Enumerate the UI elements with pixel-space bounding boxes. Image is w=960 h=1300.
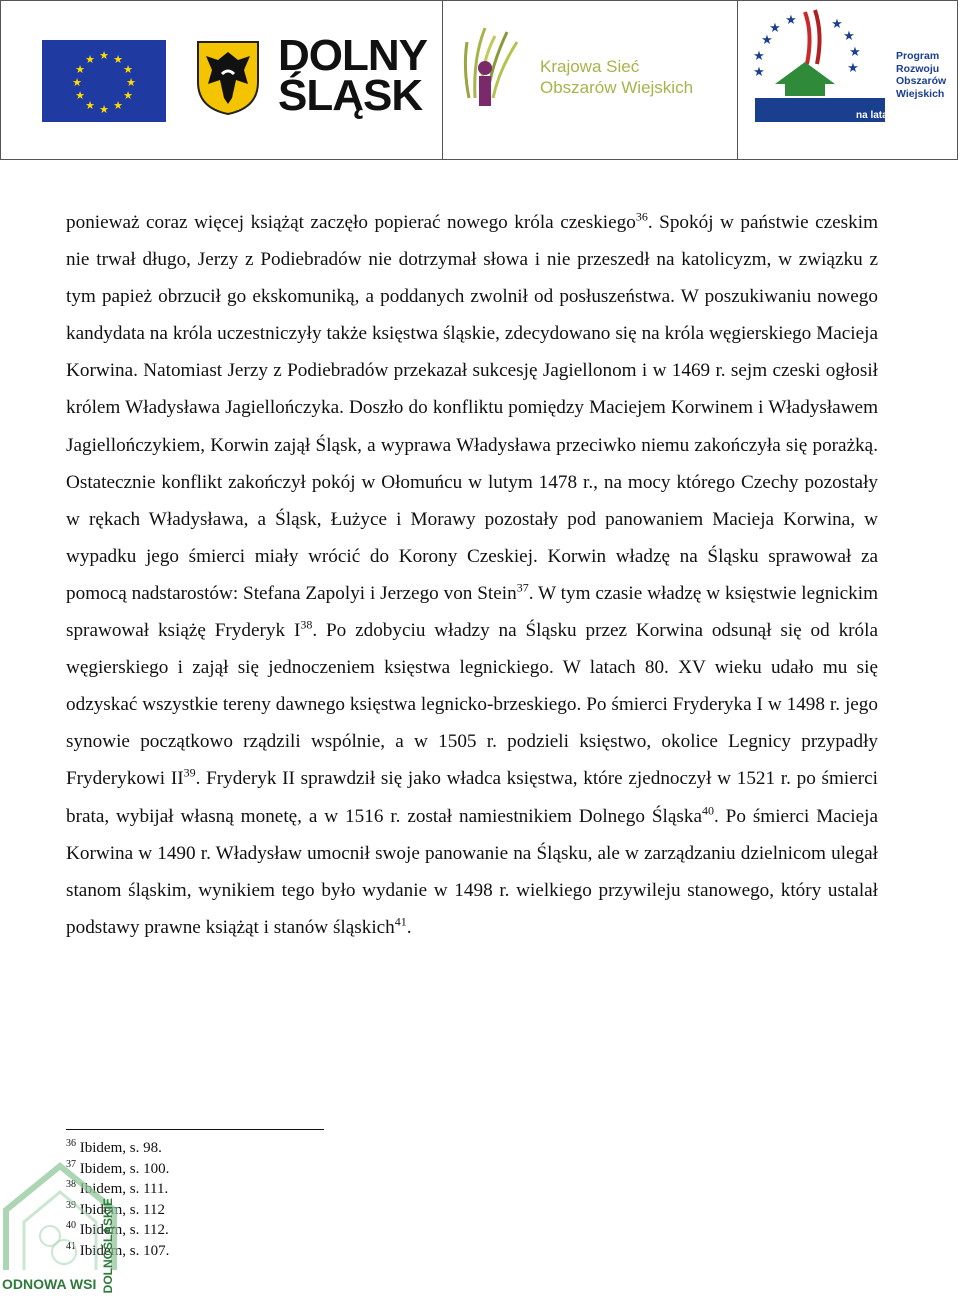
prow-line-2: Rozwoju bbox=[896, 62, 940, 75]
svg-text:★: ★ bbox=[113, 99, 123, 112]
svg-text:★: ★ bbox=[753, 49, 765, 64]
svg-text:★: ★ bbox=[113, 53, 123, 66]
svg-text:★: ★ bbox=[761, 33, 773, 48]
text-run-2: . Spokój w państwie czeskim nie trwał długo, Jerzy z Podiebradów nie dotrzymał słowa i nie przeszedł na katolicyzm, w związku z tym papież obrzucił go ekskomuniką, a poddanych zwolnił od posłuszeństwa. W poszukiwaniu nowego kandydata na króla uczestniczyły także księstwa śląskie, zdecydowano się na króla węgierskiego Macieja Korwina. Natomiast Jerzy z Podiebradów przekazał sukcesję Jagiellonom i w 1469 r. sejm czeski ogłosił królem Władysława Jagiellończyka. Doszło do konfliktu pomiędzy Maciejem Korwinem i Władysławem Jagiellończykiem, Korwin zajął Śląsk, a wyprawa Władysława przeciwko niemu zakończyła się porażką. Ostatecznie konflikt zakończył pokój w Ołomuńcu w lutym 1478 r., na mocy którego Czechy pozostały w rękach Władysława, a Śląsk, Łużyce i Morawy pozostały pod panowaniem Macieja Korwina, w wypadku jego śmierci miały wrócić do Korony Czeskiej. Korwin władzę na Śląsku sprawował za pomocą nadstarostów: Stefana Zapolyi i Jerzego von Stein bbox=[66, 212, 879, 604]
svg-text:★: ★ bbox=[847, 61, 859, 76]
footnote-divider bbox=[66, 1129, 324, 1130]
footnote-text: Ibidem, s. 100. bbox=[79, 1160, 170, 1177]
svg-text:★: ★ bbox=[85, 53, 95, 66]
svg-text:★: ★ bbox=[769, 21, 781, 36]
svg-text:★: ★ bbox=[843, 29, 855, 44]
footnote-text: Ibidem, s. 98. bbox=[79, 1140, 162, 1156]
paragraph bbox=[66, 204, 878, 946]
ksow-line-1: Krajowa Sieć bbox=[540, 57, 640, 76]
svg-text:★: ★ bbox=[123, 89, 133, 102]
odnowa-wsi-wordmark: ODNOWA WSI bbox=[2, 1276, 97, 1292]
footnote-text: Ibidem, s. 111. bbox=[79, 1181, 169, 1198]
footnote-number: 38 bbox=[66, 1179, 76, 1191]
svg-text:★: ★ bbox=[123, 63, 133, 76]
prow-wordmark bbox=[896, 50, 946, 100]
footnote-ref-39[interactable]: 39 bbox=[183, 766, 196, 781]
ksow-line-2: Obszarów Wiejskich bbox=[540, 78, 694, 97]
svg-text:★: ★ bbox=[785, 13, 797, 28]
slask-line: ŚLĄSK bbox=[278, 71, 423, 120]
footnote-text: Ibidem, s. 107. bbox=[79, 1242, 170, 1259]
prow-line-4: Wiejskich bbox=[896, 87, 945, 100]
prow-emblem-logo bbox=[745, 4, 893, 122]
text-run-3: . W tym czasie władzę w księstwie legnickim sprawował książę Fryderyk I bbox=[66, 582, 878, 642]
footnote-text: Ibidem, s. 112. bbox=[79, 1222, 169, 1239]
footnote-ref-38[interactable]: 38 bbox=[300, 617, 313, 632]
footnote-number: 41 bbox=[66, 1240, 76, 1252]
ksow-emblem-logo bbox=[455, 18, 535, 114]
footnote-text: Ibidem, s. 112 bbox=[79, 1201, 166, 1218]
footnote-ref-37[interactable]: 37 bbox=[516, 580, 529, 595]
footnote-ref-36[interactable]: 36 bbox=[635, 209, 648, 224]
text-run-1: ponieważ coraz więcej książąt zaczęło popierać nowego króla czeskiego bbox=[66, 212, 636, 233]
prow-years: na lata 2007-2013 bbox=[856, 110, 939, 121]
svg-text:★: ★ bbox=[75, 63, 85, 76]
body-paragraph bbox=[66, 204, 878, 946]
svg-text:★: ★ bbox=[85, 99, 95, 112]
footnote-ref-40[interactable]: 40 bbox=[701, 803, 714, 818]
svg-text:★: ★ bbox=[75, 89, 85, 102]
svg-text:★: ★ bbox=[753, 65, 765, 80]
footnote-number: 39 bbox=[66, 1199, 76, 1211]
footnote-number: 36 bbox=[66, 1138, 76, 1149]
dolny-slask-crest-logo bbox=[196, 40, 260, 116]
odnowa-vertical-text: DOLNOŚLĄSKIE bbox=[101, 1198, 115, 1294]
prow-line-1: Program bbox=[896, 50, 940, 62]
footnote-item bbox=[66, 1138, 169, 1159]
eu-flag-logo bbox=[42, 40, 166, 122]
text-run-5: . Fryderyk II sprawdził się jako władca księstwa, które zjednoczył w 1521 r. po śmierci brata, wybijał własną monetę, a w 1516 r. został namiestnikiem Dolnego Śląska bbox=[66, 768, 878, 827]
footnote-number: 40 bbox=[66, 1220, 76, 1232]
svg-text:★: ★ bbox=[99, 103, 109, 116]
svg-text:★: ★ bbox=[72, 76, 82, 89]
dolny-line: DOLNY bbox=[278, 31, 427, 80]
text-run-7: . bbox=[406, 916, 412, 938]
svg-text:★: ★ bbox=[126, 76, 136, 89]
svg-text:★: ★ bbox=[831, 17, 843, 32]
text-run-6: . Po śmierci Macieja Korwina w 1490 r. Władysław umocnił swoje panowanie na Śląsku, ale w zarządzaniu dzielnicom ulegał stanom śląskim, wynikiem tego było wydanie w 1498 r. wielkiego przywileju stanowego, który ustalał podstawy prawne książąt i stanów śląskich bbox=[66, 805, 879, 938]
dolny-slask-wordmark bbox=[278, 31, 427, 120]
footnote-number: 37 bbox=[66, 1158, 76, 1170]
ksow-wordmark bbox=[540, 56, 693, 98]
text-run-4: . Po zdobyciu władzy na Śląsku przez Korwina odsunął się od króla węgierskiego i zajął się jednoczeniem księstwa legnickiego. W latach 80. XV wieku udało mu się odzyskać wszystkie tereny dawnego księstwa legnicko-brzeskiego. Po śmierci Fryderyka I w 1498 r. jego synowie początkowo rządzili wspólnie, a w 1505 r. podzieli księstwo, okolice Legnicy przypadły Fryderykowi II bbox=[66, 620, 878, 790]
svg-text:★: ★ bbox=[99, 49, 109, 62]
footnote-ref-41[interactable]: 41 bbox=[394, 914, 407, 929]
prow-line-3: Obszarów bbox=[896, 75, 947, 87]
svg-text:★: ★ bbox=[849, 45, 861, 60]
